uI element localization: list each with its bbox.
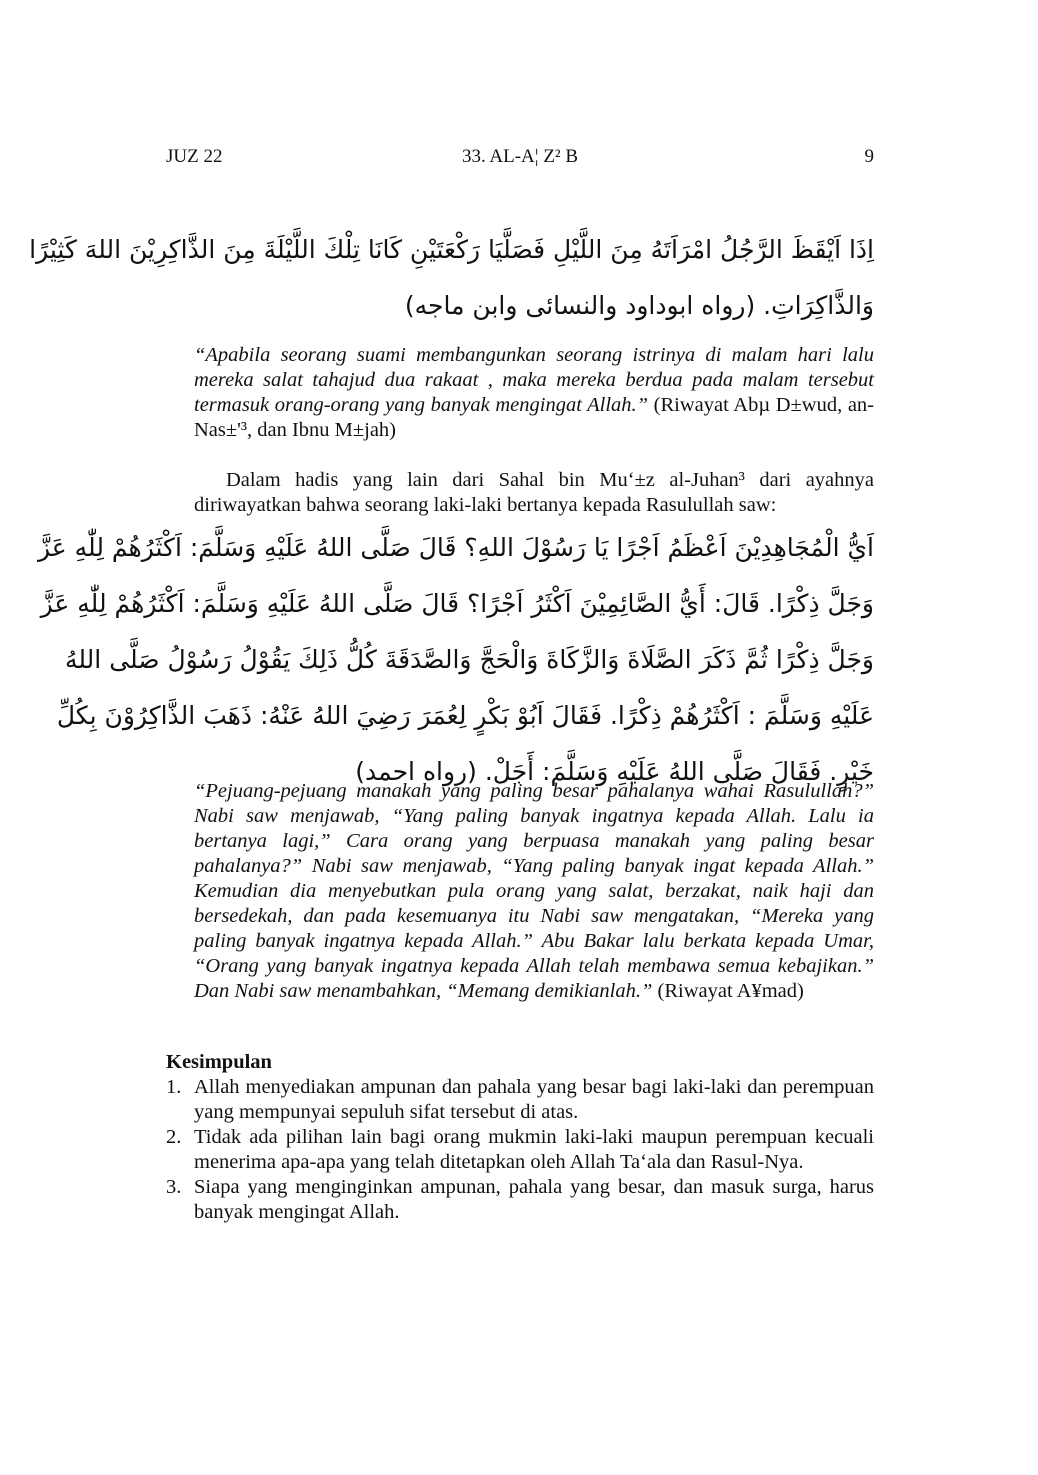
arabic-line: وَالذَّاكِرَاتِ. (رواه ابوداود والنسائى وابن ماجه)	[404, 291, 874, 320]
page-number: 9	[864, 146, 874, 167]
chapter-title: 33. AL-A¦ Z² B	[461, 146, 579, 167]
arabic-line: وَجَلَّ ذِكْرًا. قَالَ: أَيُّ الصَّائِمِيْنَ اَكْثَرُ اَجْرًا؟ قَالَ صَلَّى اللهُ عَلَيْهِ وَسَلَّمَ: اَكْثَرُهُمْ لِلّٰهِ عَزَّ	[40, 589, 874, 618]
juz-label: JUZ 22	[166, 146, 223, 167]
translation-1	[194, 343, 874, 443]
item-text: Siapa yang menginginkan ampunan, pahala yang besar, dan masuk surga, harus banyak mengingat Allah.	[194, 1176, 874, 1223]
list-item	[166, 1125, 874, 1175]
list-item	[166, 1075, 874, 1125]
item-text: Tidak ada pilihan lain bagi orang mukmin laki-laki maupun perempuan kecuali menerima apa-apa yang telah ditetapkan oleh Allah Ta‘ala dan Rasul-Nya.	[194, 1126, 874, 1173]
arabic-hadith-2	[38, 520, 874, 800]
conclusion-section	[166, 1050, 874, 1225]
list-item	[166, 1175, 874, 1225]
arabic-line: خَيْرٍ. فَقَالَ صَلَّى اللهُ عَلَيْهِ وَسَلَّمَ: أَجَلْ. (رواه احمد)	[355, 757, 874, 786]
hadith-source: (Riwayat Abµ D±wud, an-Nas±'³, dan Ibnu M±jah)	[194, 394, 874, 441]
item-text: Allah menyediakan ampunan dan pahala yang besar bagi laki-laki dan perempuan yang mempunyai sepuluh sifat tersebut di atas.	[194, 1076, 874, 1123]
conclusion-list	[166, 1075, 874, 1225]
item-number: 3.	[166, 1176, 182, 1198]
arabic-line: اِذَا اَيْقَظَ الرَّجُلُ امْرَاَتَهُ مِنَ اللَّيْلِ فَصَلَّيَا رَكْعَتَيْنِ كَانَا تِلْكَ اللَّيْلَةَ مِنَ الذَّاكِرِيْنَ اللهَ كَثِيْرًا	[29, 235, 874, 264]
section-heading: Kesimpulan	[166, 1051, 272, 1073]
hadith-source: (Riwayat A¥mad)	[652, 980, 804, 1002]
item-number: 2.	[166, 1126, 182, 1148]
translation-text: “Pejuang-pejuang manakah yang paling besar pahalanya wahai Rasulullah?” Nabi saw menjawab, “Yang paling banyak ingatnya kepada Allah. Lalu ia bertanya lagi,” Cara orang yang berpuasa manakah yang paling besar pahalanya?” Nabi saw menjawab, “Yang paling banyak ingat kepada Allah.” Kemudian dia menyebutkan pula orang yang salat, berzakat, naik haji dan bersedekah, dan pada kesemuanya itu Nabi saw mengatakan, “Mereka yang paling banyak ingatnya kepada Allah.” Abu Bakar lalu berkata kepada Umar, “Orang yang banyak ingatnya kepada Allah telah membawa semua kebajikan.” Dan Nabi saw menambahkan, “Memang demikianlah.”	[194, 780, 874, 1002]
arabic-line: وَجَلَّ ذِكْرًا ثُمَّ ذَكَرَ الصَّلَاةَ وَالزَّكَاةَ وَالْحَجَّ وَالصَّدَقَةَ كُلُّ ذَلِكَ يَقُوْلُ رَسُوْلُ صَلَّى اللهُ	[65, 645, 874, 674]
page-header	[166, 146, 874, 172]
paragraph-text: Dalam hadis yang lain dari Sahal bin Mu‘±z al-Juhan³ dari ayahnya diriwayatkan bahwa seorang laki-laki bertanya kepada Rasulullah saw:	[194, 469, 874, 516]
arabic-line: عَلَيْهِ وَسَلَّمَ : اَكْثَرُهُمْ ذِكْرًا. فَقَالَ اَبُوْ بَكْرٍ لِعُمَرَ رَضِيَ اللهُ عَنْهُ: ذَهَبَ الذَّاكِرُوْنَ بِكُلِّ	[56, 701, 874, 730]
body-paragraph	[194, 468, 874, 518]
arabic-hadith-1	[29, 222, 874, 334]
arabic-line: اَيُّ الْمُجَاهِدِيْنَ اَعْظَمُ اَجْرًا يَا رَسُوْلَ اللهِ؟ قَالَ صَلَّى اللهُ عَلَيْهِ وَسَلَّمَ: اَكْثَرُهُمْ لِلّٰهِ عَزَّ	[38, 533, 874, 562]
translation-text: “Apabila seorang suami membangunkan seorang istrinya di malam hari lalu mereka salat tahajud dua rakaat , maka mereka berdua pada malam tersebut termasuk orang-orang yang banyak mengingat Allah.”	[194, 344, 874, 416]
item-number: 1.	[166, 1076, 182, 1098]
translation-2	[194, 779, 874, 1004]
